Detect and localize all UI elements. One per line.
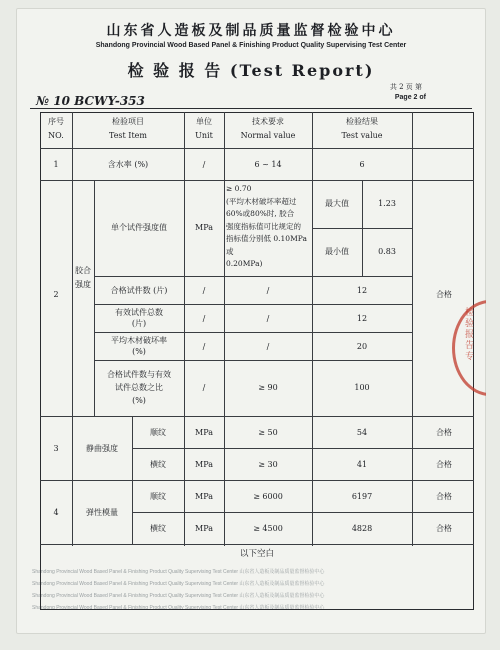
row4-item: 弹性模量	[86, 508, 118, 517]
header-seq-en: NO.	[48, 131, 64, 140]
row2-judgement: 合格	[436, 290, 452, 299]
report-title: 检 验 报 告 (Test Report)	[127, 61, 375, 80]
row1-req: 6 ~ 14	[254, 160, 282, 169]
row4-no: 4	[53, 508, 59, 517]
wood-failure-req: /	[266, 342, 270, 351]
header-rule	[30, 108, 472, 109]
row1-result: 6	[359, 160, 365, 169]
wood-failure-result: 20	[356, 342, 368, 351]
report-number: № 10 BCWY-353	[36, 94, 145, 108]
row3-item: 静曲强度	[86, 444, 118, 453]
row3-unit-1: MPa	[195, 428, 213, 437]
watermark-line: Shandong Provincial Wood Based Panel & Finishing Product Quality Supervising Test Center 山东省人造板及制品质量监督检验中心	[32, 581, 325, 587]
header-item-cn: 检验项目	[112, 117, 144, 126]
header-res-cn: 检验结果	[346, 117, 378, 126]
row3-req-1: ≥ 50	[258, 428, 278, 437]
institute-name-en: Shandong Provincial Wood Based Panel & Finishing Product Quality Supervising Test Center	[95, 42, 407, 49]
row1-item: 含水率 (%)	[107, 160, 149, 169]
header-unit-cn: 单位	[196, 117, 212, 126]
row4-result-1: 6197	[351, 492, 373, 501]
max-value: 1.23	[378, 199, 396, 208]
row4-result-2: 4828	[351, 524, 373, 533]
valid-total-result: 12	[356, 314, 368, 323]
valid-total-unit: /	[202, 314, 206, 323]
row4-req-2: ≥ 4500	[253, 524, 283, 533]
ratio-result: 100	[354, 383, 370, 392]
row2-group: 胶合强度	[75, 266, 91, 289]
row4-dir-1: 顺纹	[150, 492, 166, 501]
row3-dir-1: 顺纹	[150, 428, 166, 437]
single-strength-req: ≥ 0.70 (平均木材破坏率超过 60%或80%时, 胶合 强度指标值可比规定的 指标值分别低 0.10MPa 或 0.20MPa)	[226, 184, 307, 268]
header-seq-cn: 序号	[48, 117, 64, 126]
wood-failure-item: 平均木材破坏率 (%)	[111, 336, 167, 356]
institute-name-cn: 山东省人造板及制品质量监督检验中心	[106, 23, 396, 39]
header-req-en: Normal value	[240, 131, 296, 140]
report-sheet	[16, 8, 486, 634]
header-unit-en: Unit	[195, 131, 213, 140]
row3-result-2: 41	[356, 460, 368, 469]
valid-total-req: /	[266, 314, 270, 323]
row4-judgement-2: 合格	[436, 524, 452, 533]
row1-no: 1	[53, 160, 59, 169]
header-req-cn: 技术要求	[252, 117, 284, 126]
row3-judgement-2: 合格	[436, 460, 452, 469]
row4-dir-2: 横纹	[150, 524, 166, 533]
ratio-item: 合格试件数与有效 试件总数之比 (%)	[107, 370, 171, 405]
single-strength-unit: MPa	[195, 223, 213, 232]
header-res-en: Test value	[341, 131, 383, 140]
seal-text: 检 验 报 告 专	[465, 308, 475, 362]
row3-req-2: ≥ 30	[258, 460, 278, 469]
qualified-count-result: 12	[356, 286, 368, 295]
row2-no: 2	[53, 290, 59, 299]
watermark-line: Shandong Provincial Wood Based Panel & Finishing Product Quality Supervising Test Center 山东省人造板及制品质量监督检验中心	[32, 569, 325, 575]
row3-no: 3	[53, 444, 59, 453]
wood-failure-unit: /	[202, 342, 206, 351]
row3-unit-2: MPa	[195, 460, 213, 469]
row4-unit-2: MPa	[195, 524, 213, 533]
header-item-en: Test Item	[108, 131, 147, 140]
qualified-count-item: 合格试件数 (片)	[110, 286, 168, 295]
blank-note: 以下空白	[239, 549, 274, 559]
valid-total-item: 有效试件总数 (片)	[115, 308, 163, 328]
row4-req-1: ≥ 6000	[253, 492, 283, 501]
ratio-req: ≥ 90	[258, 383, 278, 392]
row4-unit-1: MPa	[195, 492, 213, 501]
row1-unit: /	[202, 160, 206, 169]
page-indicator-cn: 共 2 页 第	[389, 83, 422, 91]
row4-judgement-1: 合格	[436, 492, 452, 501]
page-indicator-en: Page 2 of	[394, 94, 426, 101]
row3-result-1: 54	[356, 428, 368, 437]
qualified-count-req: /	[266, 286, 270, 295]
single-strength-item: 单个试件强度值	[111, 223, 167, 232]
row3-judgement-1: 合格	[436, 428, 452, 437]
watermark-line: Shandong Provincial Wood Based Panel & Finishing Product Quality Supervising Test Center 山东省人造板及制品质量监督检验中心	[32, 593, 325, 599]
qualified-count-unit: /	[202, 286, 206, 295]
max-label: 最大值	[325, 199, 349, 208]
min-label: 最小值	[325, 247, 349, 256]
ratio-unit: /	[202, 383, 206, 392]
watermark-line: Shandong Provincial Wood Based Panel & Finishing Product Quality Supervising Test Center 山东省人造板及制品质量监督检验中心	[32, 605, 325, 611]
row3-dir-2: 横纹	[150, 460, 166, 469]
min-value: 0.83	[378, 247, 396, 256]
